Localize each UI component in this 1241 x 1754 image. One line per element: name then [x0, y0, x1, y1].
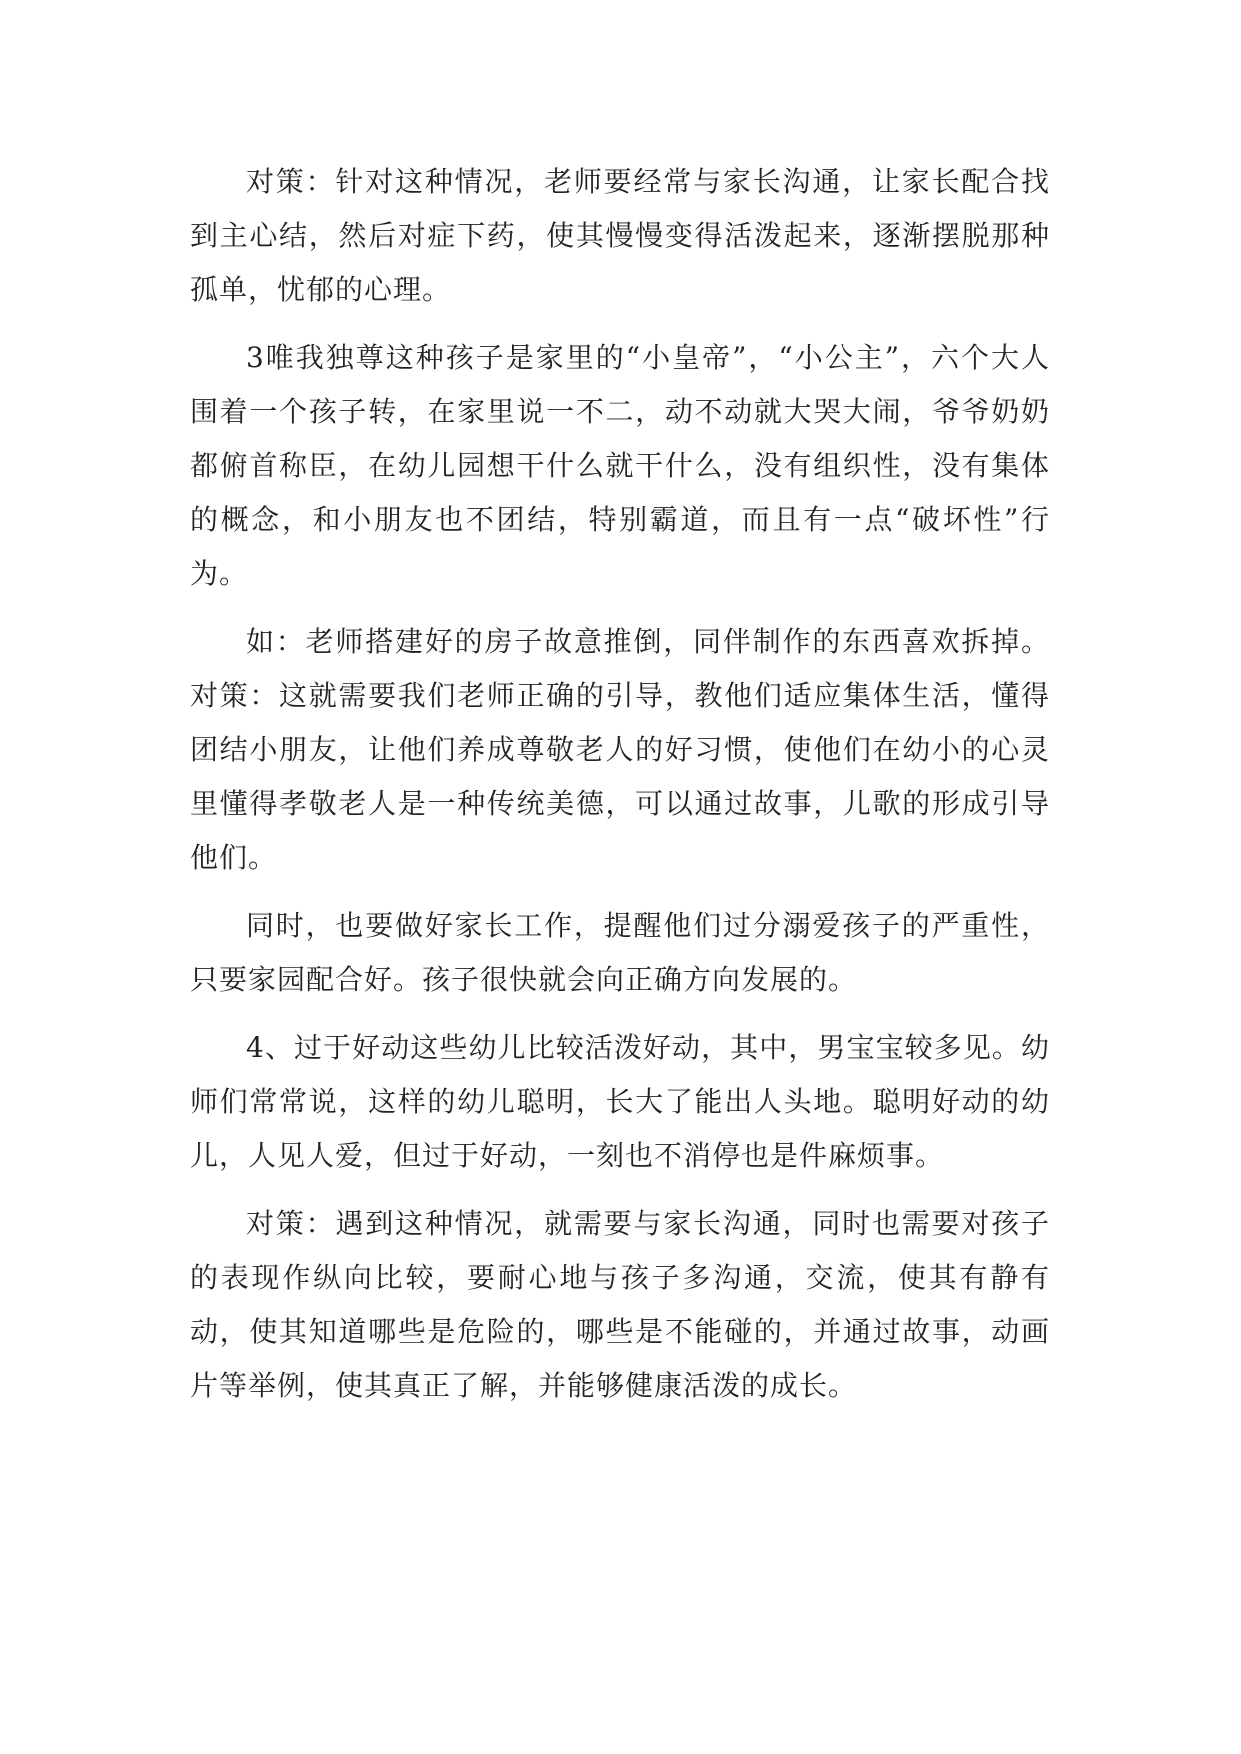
paragraph-parent-work: 同时，也要做好家长工作，提醒他们过分溺爱孩子的严重性，只要家园配合好。孩子很快就会向正确方向发展的。	[190, 909, 1050, 996]
paragraph-overactive: 4、过于好动这些幼儿比较活泼好动，其中，男宝宝较多见。幼师们常常说，这样的幼儿聪明，长大了能出人头地。聪明好动的幼儿，人见人爱，但过于好动，一刻也不消停也是件麻烦事。	[190, 1031, 1050, 1172]
document-body	[190, 155, 1050, 1413]
paragraph-countermeasure-lonely: 对策：针对这种情况，老师要经常与家长沟通，让家长配合找到主心结，然后对症下药，使其慢慢变得活泼起来，逐渐摆脱那种孤单，忧郁的心理。	[190, 165, 1050, 306]
paragraph-countermeasure-overactive: 对策：遇到这种情况，就需要与家长沟通，同时也需要对孩子的表现作纵向比较，要耐心地与孩子多沟通，交流，使其有静有动，使其知道哪些是危险的，哪些是不能碰的，并通过故事，动画片等举例，使其真正了解，并能够健康活泼的成长。	[190, 1207, 1050, 1402]
paragraph-self-centered: 3唯我独尊这种孩子是家里的“小皇帝”，“小公主”，六个大人围着一个孩子转，在家里说一不二，动不动就大哭大闹，爷爷奶奶都俯首称臣，在幼儿园想干什么就干什么，没有组织性，没有集体的概念，和小朋友也不团结，特别霸道，而且有一点“破坏性”行为。	[190, 341, 1050, 590]
paragraph-example-destructive: 如：老师搭建好的房子故意推倒，同伴制作的东西喜欢拆掉。对策：这就需要我们老师正确的引导，教他们适应集体生活，懂得团结小朋友，让他们养成尊敬老人的好习惯，使他们在幼小的心灵里懂得孝敬老人是一种传统美德，可以通过故事，儿歌的形成引导他们。	[190, 625, 1050, 874]
